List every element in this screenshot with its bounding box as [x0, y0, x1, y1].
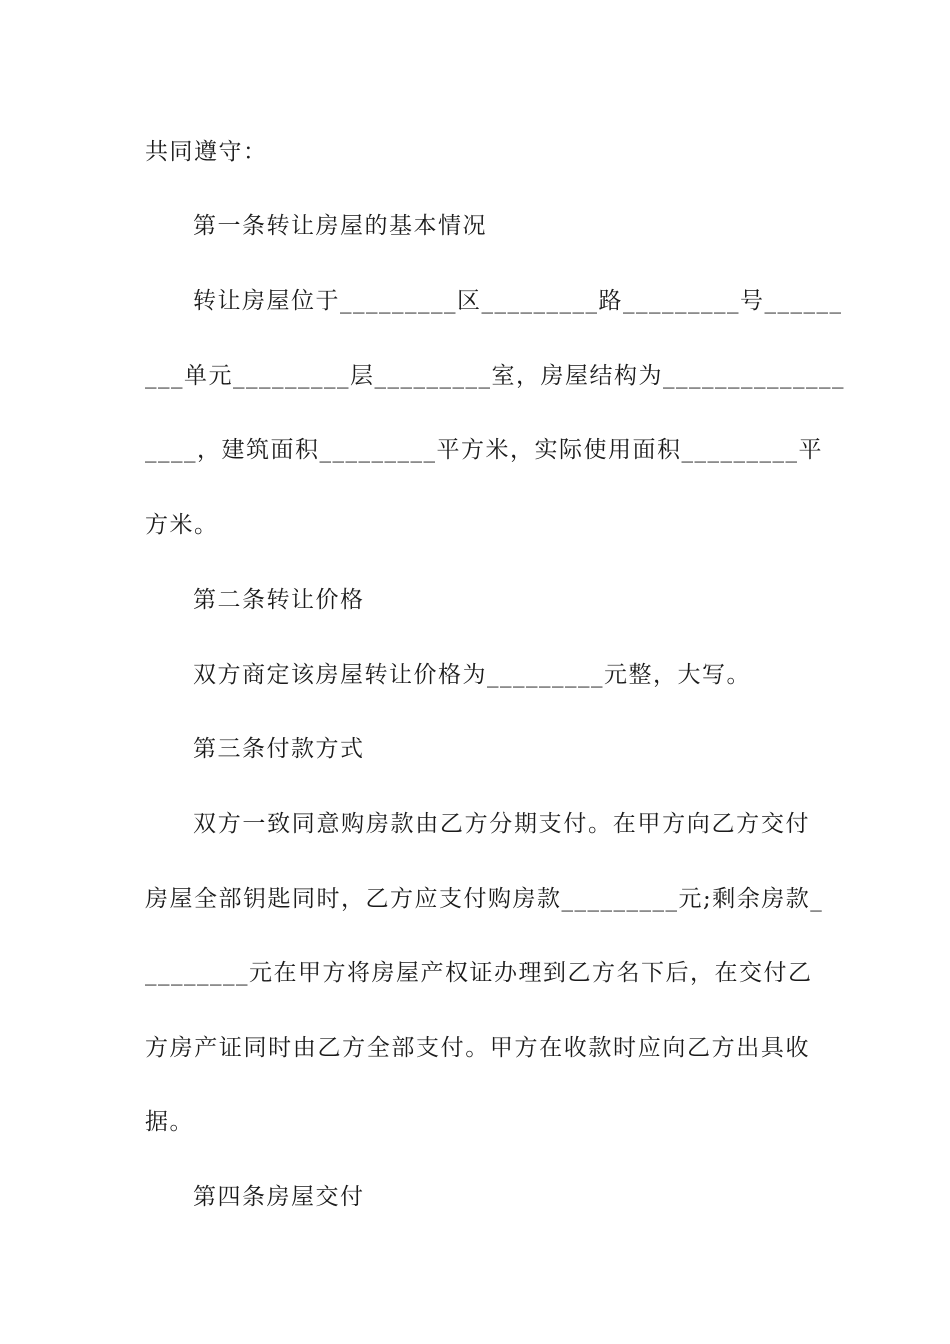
text-line: 方米。	[145, 512, 219, 538]
text-line: ____，建筑面积_________平方米，实际使用面积_________平	[145, 437, 823, 463]
text-line: 转让房屋位于_________区_________路_________号______	[193, 288, 843, 314]
section-heading: 第二条转让价格	[193, 587, 365, 613]
text-line: 共同遵守：	[145, 139, 268, 165]
section-heading: 第四条房屋交付	[193, 1184, 365, 1210]
text-line: 双方商定该房屋转让价格为_________元整，大写。	[193, 662, 751, 688]
section-heading: 第三条付款方式	[193, 736, 365, 762]
text-line: 双方一致同意购房款由乙方分期支付。在甲方向乙方交付	[193, 811, 810, 837]
text-line: 方房产证同时由乙方全部支付。甲方在收款时应向乙方出具收	[145, 1035, 810, 1061]
text-line: 据。	[145, 1109, 194, 1135]
text-line: ___单元_________层_________室，房屋结构为______________	[145, 363, 845, 389]
text-line: 房屋全部钥匙同时，乙方应支付购房款_________元;剩余房款_	[145, 886, 824, 912]
text-line: ________元在甲方将房屋产权证办理到乙方名下后，在交付乙	[145, 960, 813, 986]
section-heading: 第一条转让房屋的基本情况	[193, 213, 487, 239]
